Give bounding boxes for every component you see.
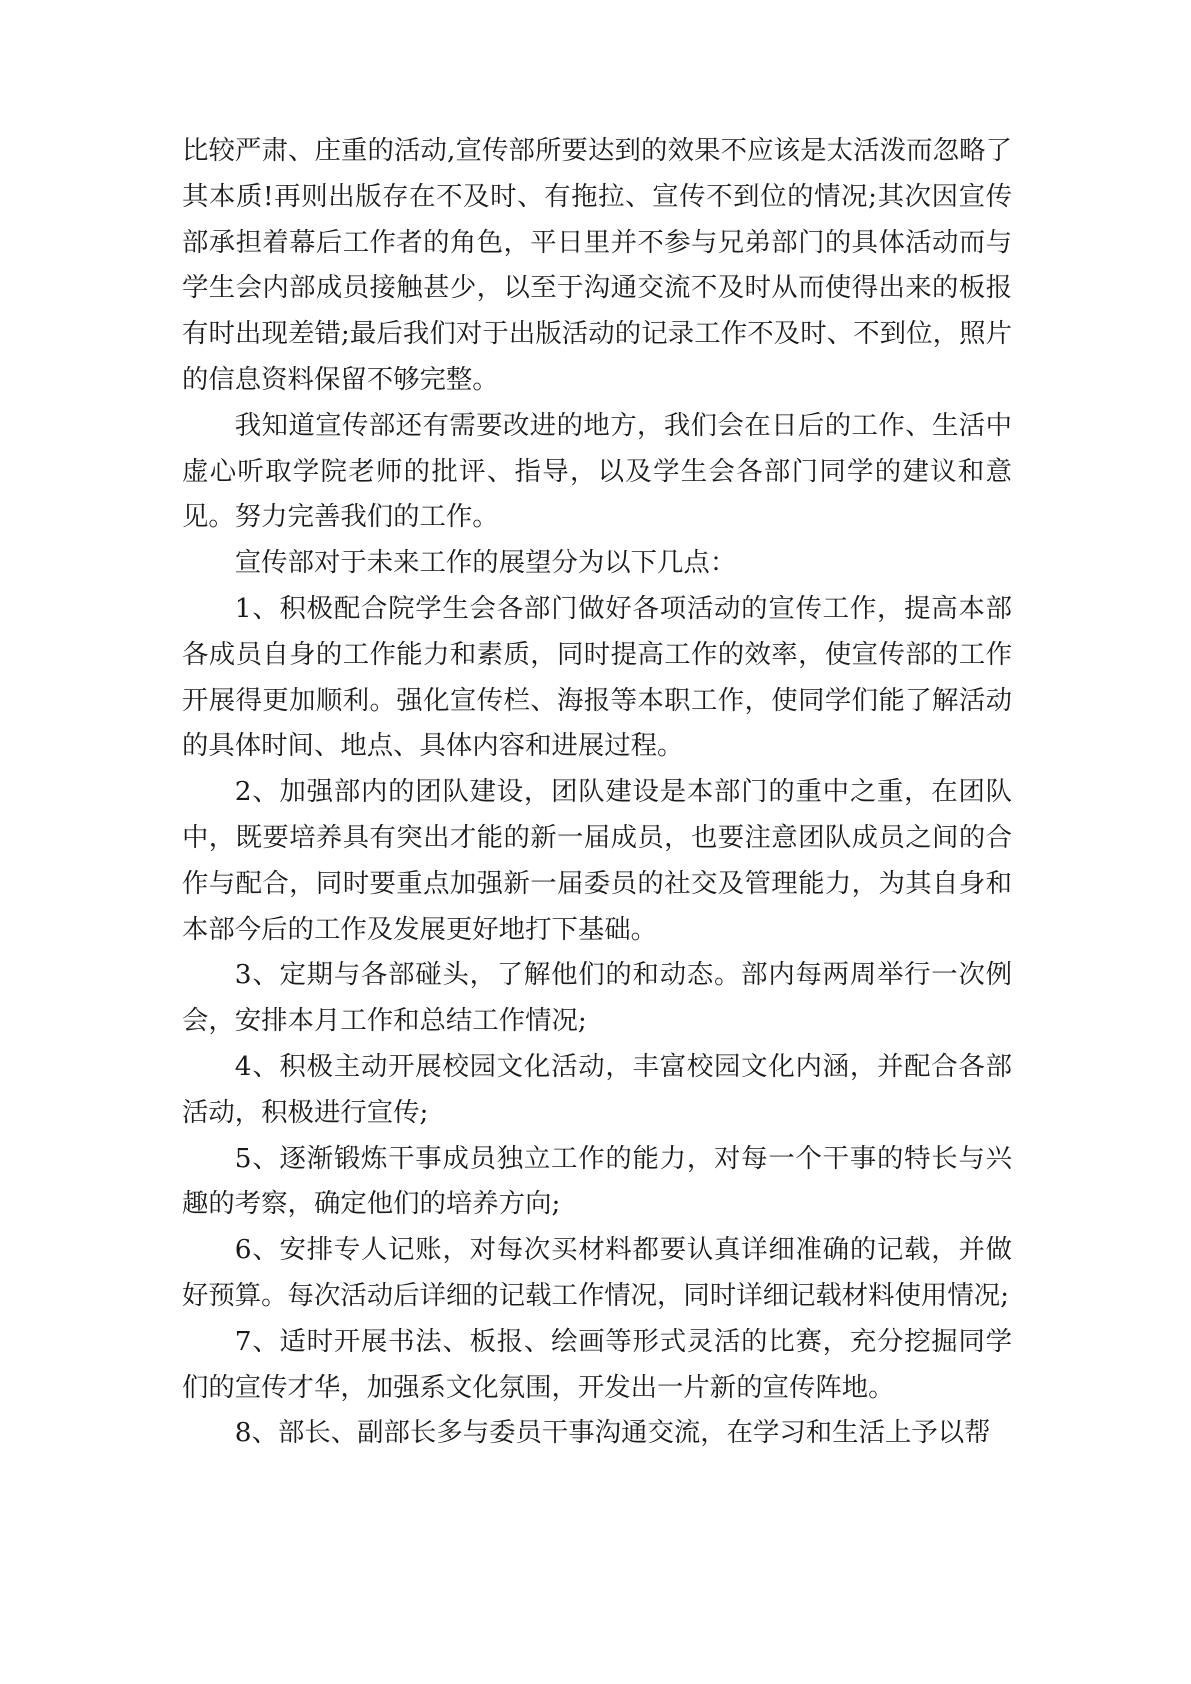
paragraph-outlook-intro: 宣传部对于未来工作的展望分为以下几点： (234, 547, 737, 579)
list-item-6: 6、安排专人记账，对每次买材料都要认真详细准确的记载，并做好预算。每次活动后详细的记载工作情况，同时详细记载材料使用情况; (182, 1234, 1012, 1311)
list-item-1: 1、积极配合院学生会各部门做好各项活动的宣传工作，提高本部各成员自身的工作能力和素质，同时提高工作的效率，使宣传部的工作开展得更加顺利。强化宣传栏、海报等本职工作，使同学们能了解活动的具体时间、地点、具体内容和进展过程。 (182, 592, 1012, 762)
list-item-2: 2、加强部内的团队建设，团队建设是本部门的重中之重，在团队中，既要培养具有突出才能的新一届成员，也要注意团队成员之间的合作与配合，同时要重点加强新一届委员的社交及管理能力，为其自身和本部今后的工作及发展更好地打下基础。 (182, 776, 1012, 945)
list-item-7: 7、适时开展书法、板报、绘画等形式灵活的比赛，充分挖掘同学们的宣传才华，加强系文化氛围，开发出一片新的宣传阵地。 (182, 1325, 1012, 1403)
document-body (182, 128, 1012, 1456)
list-item-8: 8、部长、副部长多与委员干事沟通交流，在学习和生活上予以帮 (234, 1417, 991, 1449)
paragraph-improvement: 我知道宣传部还有需要改进的地方，我们会在日后的工作、生活中虚心听取学院老师的批评、指导，以及学生会各部门同学的建议和意见。努力完善我们的工作。 (182, 409, 1012, 533)
list-item-5: 5、逐渐锻炼干事成员独立工作的能力，对每一个干事的特长与兴趣的考察，确定他们的培养方向; (182, 1142, 1012, 1220)
list-item-3: 3、定期与各部碰头，了解他们的和动态。部内每两周举行一次例会，安排本月工作和总结工作情况; (182, 959, 1012, 1037)
list-item-4: 4、积极主动开展校园文化活动，丰富校园文化内涵，并配合各部活动，积极进行宣传; (182, 1050, 1012, 1128)
paragraph-continuation: 比较严肃、庄重的活动,宣传部所要达到的效果不应该是太活泼而忽略了其本质!再则出版存在不及时、有拖拉、宣传不到位的情况;其次因宣传部承担着幕后工作者的角色，平日里并不参与兄弟部门的具体活动而与学生会内部成员接触甚少，以至于沟通交流不及时从而使得出来的板报有时出现差错;最后我们对于出版活动的记录工作不及时、不到位，照片的信息资料保留不够完整。 (182, 135, 1012, 395)
